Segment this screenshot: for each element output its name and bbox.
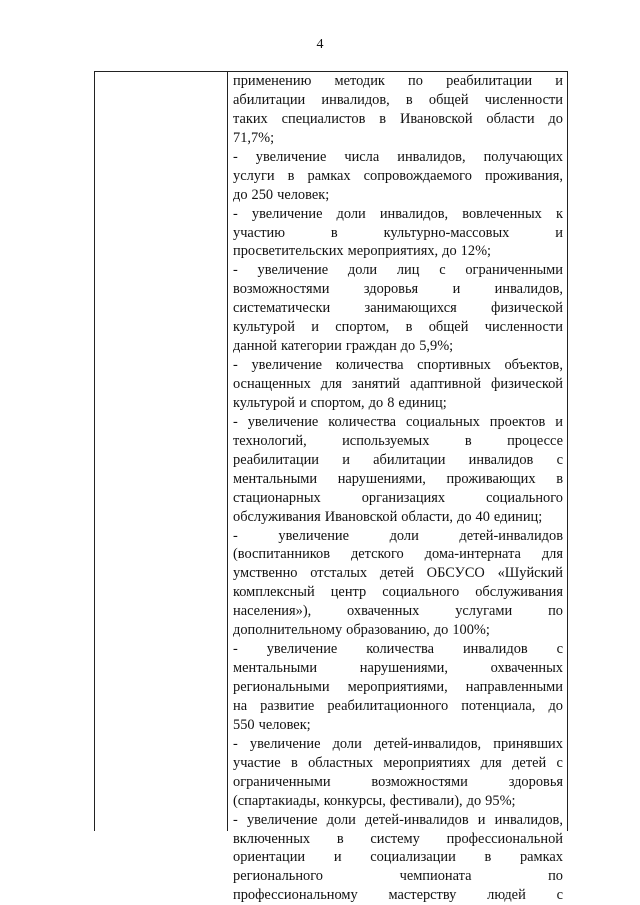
text-line: - увеличение количества спортивных объектов, <box>233 357 563 374</box>
text-line: на развитие реабилитационного потенциала, до <box>233 697 563 714</box>
document-table <box>94 71 568 904</box>
text-line: - увеличение количества инвалидов с <box>233 641 563 658</box>
text-line: (воспитанников детского дома-интерната для <box>233 546 563 563</box>
text-line: ментальными нарушениями, охваченных <box>233 660 563 677</box>
text-line: данной категории граждан до 5,9%; <box>233 338 454 355</box>
table-cell-left <box>95 72 228 831</box>
text-line: услуги в рамках сопровождаемого проживания, <box>233 167 563 184</box>
text-line: - увеличение доли детей-инвалидов, принявших <box>233 735 563 752</box>
table-cell-right <box>233 72 563 904</box>
text-line: применению методик по реабилитации и <box>233 73 563 89</box>
text-line: - увеличение числа инвалидов, получающих <box>233 148 563 165</box>
text-line: населения»), охваченных услугами по <box>233 603 563 620</box>
text-line: регионального чемпионата по <box>233 868 563 885</box>
text-line: культурой и спортом, до 8 единиц; <box>233 394 447 411</box>
text-line: участию в культурно-массовых и <box>233 224 563 241</box>
text-line: культурой и спортом, в общей численности <box>233 319 563 336</box>
text-line: комплексный центр социального обслуживания <box>233 584 563 601</box>
text-line: ментальными нарушениями, проживающих в <box>233 470 563 487</box>
text-line: ориентации и социализации в рамках <box>233 849 563 866</box>
text-line: технологий, используемых в процессе <box>233 432 563 449</box>
text-line: абилитации инвалидов, в общей численности <box>233 91 563 108</box>
text-line: - увеличение доли детей-инвалидов и инвалидов, <box>233 811 563 828</box>
text-line: ограниченными возможностями здоровья <box>233 773 563 790</box>
text-line: профессиональному мастерству людей с <box>233 887 563 904</box>
text-line: оснащенных для занятий адаптивной физической <box>233 376 563 392</box>
text-line: умственно отсталых детей ОБСУСО «Шуйский <box>233 565 563 582</box>
text-line: таких специалистов в Ивановской области до <box>233 110 563 127</box>
text-line: участие в областных мероприятиях для детей с <box>233 754 563 771</box>
text-line: систематически занимающихся физической <box>233 300 563 317</box>
text-line: - увеличение доли детей-инвалидов <box>233 527 563 544</box>
text-line: до 250 человек; <box>233 186 330 203</box>
text-line: включенных в систему профессиональной <box>233 830 563 847</box>
text-line: - увеличение доли инвалидов, вовлеченных к <box>233 205 563 222</box>
text-line: обслуживания Ивановской области, до 40 единиц; <box>233 508 543 525</box>
text-line: дополнительному образованию, до 100%; <box>233 622 490 639</box>
text-line: - увеличение количества социальных проектов и <box>233 413 563 430</box>
text-line: возможностями здоровья и инвалидов, <box>233 281 563 298</box>
text-line: - увеличение доли лиц с ограниченными <box>233 262 563 279</box>
text-line: 71,7%; <box>233 129 275 146</box>
page-number: 4 <box>316 37 324 52</box>
text-line: 550 человек; <box>233 716 311 733</box>
text-line: реабилитации и абилитации инвалидов с <box>233 451 563 468</box>
text-line: просветительских мероприятиях, до 12%; <box>233 243 492 260</box>
text-line: стационарных организациях социального <box>233 489 563 506</box>
text-line: (спартакиады, конкурсы, фестивали), до 95%; <box>233 792 516 809</box>
text-line: региональными мероприятиями, направленными <box>233 679 563 695</box>
